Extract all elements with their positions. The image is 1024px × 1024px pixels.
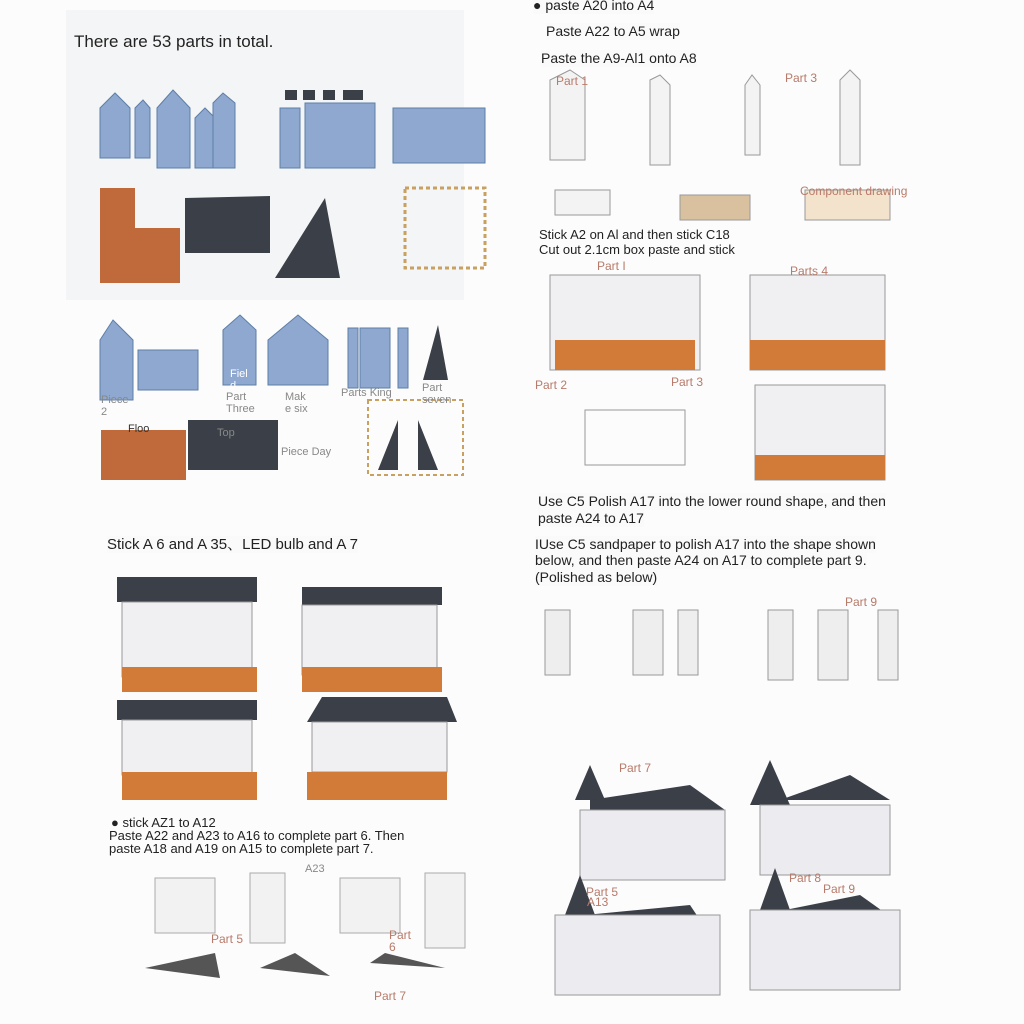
walls-assembly-illustration xyxy=(540,70,920,230)
step-az1-line3: paste A18 and A19 on A15 to complete part 7. xyxy=(109,841,374,856)
step-sandpaper-line3: (Polished as below) xyxy=(535,569,658,585)
step-paste-a20: ● paste A20 into A4 xyxy=(533,0,654,14)
step-sandpaper-line2: below, and then paste A24 on A17 to complete part 9. xyxy=(535,552,867,568)
label-part3-mid: Part 3 xyxy=(671,375,704,389)
label-floo: Floo xyxy=(128,423,150,435)
label-part2: Part 2 xyxy=(535,378,568,392)
label-part9-bottom: Part 9 xyxy=(823,882,856,896)
label-component-drawing: Component drawing xyxy=(800,184,908,198)
step-stick-a2-line1: Stick A2 on Al and then stick C18 xyxy=(539,227,730,242)
label-parts-king: Parts King xyxy=(341,387,392,399)
step-polish-line1: Use C5 Polish A17 into the lower round shape, and then xyxy=(538,493,886,509)
label-part-i: Part I xyxy=(597,259,626,273)
label-piece-day: Piece Day xyxy=(281,446,332,458)
label-parts4: Parts 4 xyxy=(790,264,829,278)
completed-houses-illustration xyxy=(550,760,910,1000)
label-part7-left: Part 7 xyxy=(374,989,407,1003)
rooms-assembly-illustration xyxy=(540,270,900,485)
step-sandpaper-line1: IUse C5 sandpaper to polish A17 into the shape shown xyxy=(535,536,876,552)
step-paste-a9: Paste the A9-Al1 onto A8 xyxy=(541,50,697,66)
assembled-parts-illustration xyxy=(98,310,468,485)
parts-sheet-illustration xyxy=(95,78,495,288)
step-polish-line2: paste A24 to A17 xyxy=(538,510,644,526)
label-a13: A13 xyxy=(587,895,609,909)
label-part-seven: Part seven xyxy=(422,382,452,406)
label-part9-top: Part 9 xyxy=(845,595,878,609)
label-part5-right: Part 5 xyxy=(586,885,619,899)
interior-assembly-illustration xyxy=(112,572,472,807)
label-a23: A23 xyxy=(305,863,325,875)
part9-assembly-illustration xyxy=(543,605,903,685)
step-az1-line1: ● stick AZ1 to A12 xyxy=(111,815,216,830)
label-part1: Part 1 xyxy=(556,74,589,88)
label-part5-left: Part 5 xyxy=(211,932,244,946)
label-top: Top xyxy=(217,427,235,439)
step-az1-line2: Paste A22 and A23 to A16 to complete part 6. Then xyxy=(109,828,405,843)
label-piece2: Piece 2 xyxy=(101,394,129,418)
label-part-three: Part Three xyxy=(226,391,255,415)
label-part8: Part 8 xyxy=(789,871,822,885)
label-part3-top: Part 3 xyxy=(785,71,818,85)
step-stick-a6: Stick A 6 and A 35、LED bulb and A 7 xyxy=(107,536,359,553)
label-field: Fiel d xyxy=(230,368,248,392)
intro-text: There are 53 parts in total. xyxy=(74,32,274,51)
label-make-six: Mak e six xyxy=(285,391,308,415)
label-part7-right: Part 7 xyxy=(619,761,652,775)
step-stick-a2-line2: Cut out 2.1cm box paste and stick xyxy=(539,242,735,257)
label-part6-left: Part 6 xyxy=(389,928,412,954)
part-5-7-illustration xyxy=(125,868,475,988)
step-paste-a22: Paste A22 to A5 wrap xyxy=(546,23,680,39)
